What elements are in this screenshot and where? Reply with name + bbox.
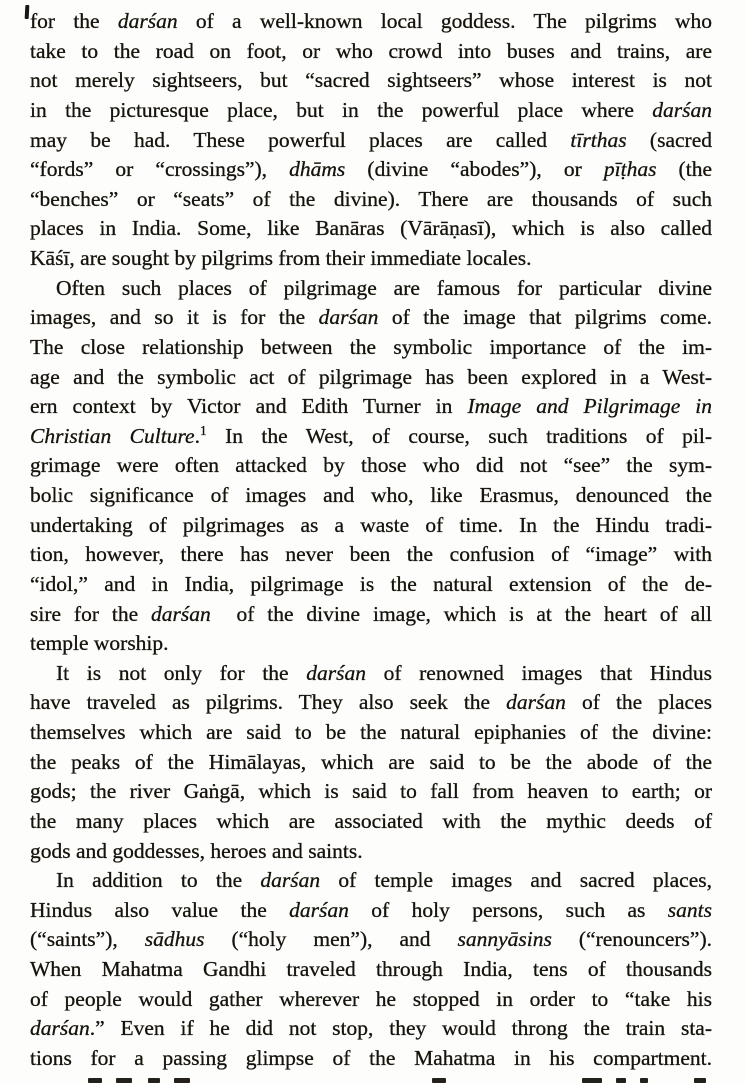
italic-text: sādhus (144, 927, 205, 952)
text-line-content (30, 244, 532, 274)
body-text: (“renouncers”). (551, 927, 712, 952)
text-line (30, 1014, 712, 1044)
body-text: themselves which are said to be the natural epiphanies of the divine: (30, 720, 712, 744)
text-line (30, 777, 712, 807)
body-text: (sacred (626, 127, 712, 152)
body-text: age and the symbolic act of pilgrimage has been explored in a West- (30, 364, 712, 389)
italic-text: darśan (306, 660, 366, 685)
text-line-content (30, 333, 712, 363)
body-text: The close relationship between the symbolic importance of the im- (30, 334, 712, 359)
body-text: may be had. These powerful places are called (30, 127, 571, 152)
body-text: “benches” or “seats” of the divine). There are thousands of such (30, 186, 712, 211)
text-line-content (30, 777, 712, 807)
body-text: “idol,” and in India, pilgrimage is the natural extension of the de- (30, 571, 712, 596)
body-text: of the places (565, 690, 712, 715)
body-text: grimage were often attacked by those who did not “see” the sym- (30, 453, 712, 478)
page-text (0, 7, 746, 1074)
text-line (30, 570, 712, 600)
italic-text: darśan (260, 868, 321, 893)
body-text: Often such places of pilgrimage are famous for particular divine (56, 275, 712, 300)
body-text: of a well-known local goddess. The pilgrims who (177, 9, 712, 33)
text-line-content (30, 718, 712, 748)
text-line-content (30, 37, 712, 67)
body-text: of holy persons, such as (348, 897, 668, 922)
text-line (30, 244, 712, 274)
text-line (30, 155, 712, 185)
body-text: for the (30, 9, 118, 33)
text-line-content (30, 66, 712, 96)
text-line-content (30, 126, 712, 156)
text-line-content (30, 185, 712, 215)
text-line-content (30, 511, 712, 541)
text-line-content (30, 570, 712, 600)
text-line (30, 214, 712, 244)
italic-text: darśan (117, 9, 178, 33)
text-line-content (30, 422, 712, 452)
text-line-content (30, 985, 712, 1015)
text-line-content (30, 96, 712, 126)
text-line (30, 37, 712, 67)
body-text: places in India. Some, like Banāras (Vārāṇasī), which is also called (30, 216, 712, 241)
text-line (30, 422, 712, 452)
body-text: .” Even if he did not stop, they would throng the train sta- (89, 1016, 712, 1041)
italic-text: darśan (150, 601, 211, 626)
body-text: (“saints”), (30, 927, 145, 952)
text-line-content (30, 451, 712, 481)
text-line-content (30, 807, 712, 837)
body-text: the peaks of the Himālayas, which are said to be the abode of the (30, 749, 712, 774)
letter-top-fragment (616, 1078, 626, 1083)
body-text: take to the road on foot, or who crowd into buses and trains, are (30, 38, 712, 63)
text-line (30, 748, 712, 778)
letter-top-fragment (88, 1078, 102, 1083)
letter-top-fragment (174, 1078, 190, 1083)
italic-text: dhāms (289, 157, 346, 182)
text-line (30, 659, 712, 689)
body-text: not merely sightseers, but “sacred sightseers” whose interest is not (30, 68, 712, 93)
body-text: (“holy men”), and (204, 927, 458, 952)
text-line-content (30, 214, 712, 244)
text-line (30, 600, 712, 630)
text-line (30, 688, 712, 718)
body-text: tions for a passing glimpse of the Mahatma in his compartment. (30, 1045, 712, 1070)
letter-top-fragment (640, 1078, 648, 1083)
text-line-content (30, 688, 712, 718)
body-text: the many places which are associated with the mythic deeds of (30, 808, 712, 833)
body-text: In the West, of course, such traditions of pil- (206, 423, 712, 448)
text-line-content (30, 896, 712, 926)
body-text: of temple images and sacred places, (320, 868, 712, 893)
text-line (30, 540, 712, 570)
text-line-content (30, 837, 363, 867)
text-line-content (56, 274, 712, 304)
italic-text: pīṭhas (603, 157, 657, 182)
text-line-content (30, 925, 712, 955)
text-line (30, 392, 712, 422)
letter-top-fragment (116, 1078, 132, 1083)
body-text: gods; the river Gaṅgā, which is said to fall from heaven to earth; or (30, 779, 712, 804)
text-line (30, 481, 712, 511)
text-line-content (30, 155, 712, 185)
body-text: of people would gather wherever he stopped in order to “take his (30, 986, 712, 1011)
text-line (30, 807, 712, 837)
body-text: When Mahatma Gandhi traveled through India, tens of thousands (30, 957, 712, 981)
text-line-content (30, 303, 712, 333)
text-line (30, 955, 712, 985)
body-text: of the divine image, which is at the heart of all (210, 601, 712, 626)
letter-top-fragment (432, 1078, 446, 1083)
text-line (30, 629, 712, 659)
italic-text: darśan (289, 897, 349, 922)
text-line (30, 1044, 712, 1074)
body-text: have traveled as pilgrims. They also seek the (30, 690, 507, 715)
text-line-content (56, 866, 712, 896)
italic-text: darśan (506, 690, 566, 715)
body-text: . (194, 423, 200, 448)
body-text: of renowned images that Hindus (365, 660, 713, 685)
text-line (30, 837, 712, 867)
body-text: In addition to the (56, 868, 261, 893)
text-line (30, 66, 712, 96)
text-line (30, 126, 712, 156)
cutoff-line (0, 1078, 746, 1083)
body-text: undertaking of pilgrimages as a waste of time. In the Hindu tradi- (30, 512, 712, 537)
text-line-content (30, 392, 712, 422)
body-text: It is not only for the (56, 660, 307, 685)
body-text: ern context by Victor and Edith Turner in (30, 394, 468, 419)
italic-text: darśan (652, 97, 712, 122)
text-line-content (30, 1044, 712, 1074)
body-text: temple worship. (30, 631, 169, 656)
text-line (30, 363, 712, 393)
body-text: in the picturesque place, but in the powerful place where (30, 97, 653, 122)
text-line-content (30, 363, 712, 393)
text-line (30, 925, 712, 955)
text-line (30, 96, 712, 126)
text-line-content (30, 955, 712, 985)
text-line (30, 718, 712, 748)
body-text: of the image that pilgrims come. (378, 305, 712, 330)
text-line-content (30, 481, 712, 511)
italic-text: Christian Culture (30, 423, 195, 448)
italic-text: tīrthas (570, 127, 627, 152)
body-text: gods and goddesses, heroes and saints. (30, 838, 363, 863)
text-line-content (30, 629, 169, 659)
text-line-content (30, 748, 712, 778)
letter-top-fragment (148, 1078, 160, 1083)
italic-text: sannyāsins (457, 927, 552, 952)
body-text: (divine “abodes”), or (345, 157, 604, 182)
letter-top-fragment (582, 1078, 602, 1083)
text-line (30, 511, 712, 541)
text-line (30, 896, 712, 926)
italic-text: darśan (318, 305, 379, 330)
letter-top-fragment (694, 1078, 706, 1083)
italic-text: darśan (30, 1016, 90, 1041)
text-line-content (30, 540, 712, 570)
text-line-content (30, 600, 712, 630)
text-line (30, 274, 712, 304)
text-line-content (56, 659, 712, 689)
text-line (30, 303, 712, 333)
body-text: bolic significance of images and who, like Erasmus, denounced the (30, 483, 712, 507)
italic-text: sants (667, 897, 712, 922)
text-line (30, 333, 712, 363)
body-text: sire for the (30, 601, 151, 626)
italic-text: Image and Pilgrimage in (467, 394, 712, 419)
body-text: tion, however, there has never been the confusion of “image” with (30, 542, 712, 567)
text-line (30, 985, 712, 1015)
text-line (30, 451, 712, 481)
body-text: Kāśī, are sought by pilgrims from their immediate locales. (30, 246, 532, 270)
body-text: (the (656, 157, 712, 182)
text-line-content (30, 1014, 712, 1044)
body-text: “fords” or “crossings”), (30, 157, 290, 182)
body-text: images, and so it is for the (30, 305, 319, 330)
text-line (30, 866, 712, 896)
footnote-marker: 1 (199, 422, 207, 438)
body-text: Hindus also value the (30, 897, 290, 922)
text-line (30, 7, 712, 37)
text-line-content (30, 7, 712, 37)
text-line (30, 185, 712, 215)
